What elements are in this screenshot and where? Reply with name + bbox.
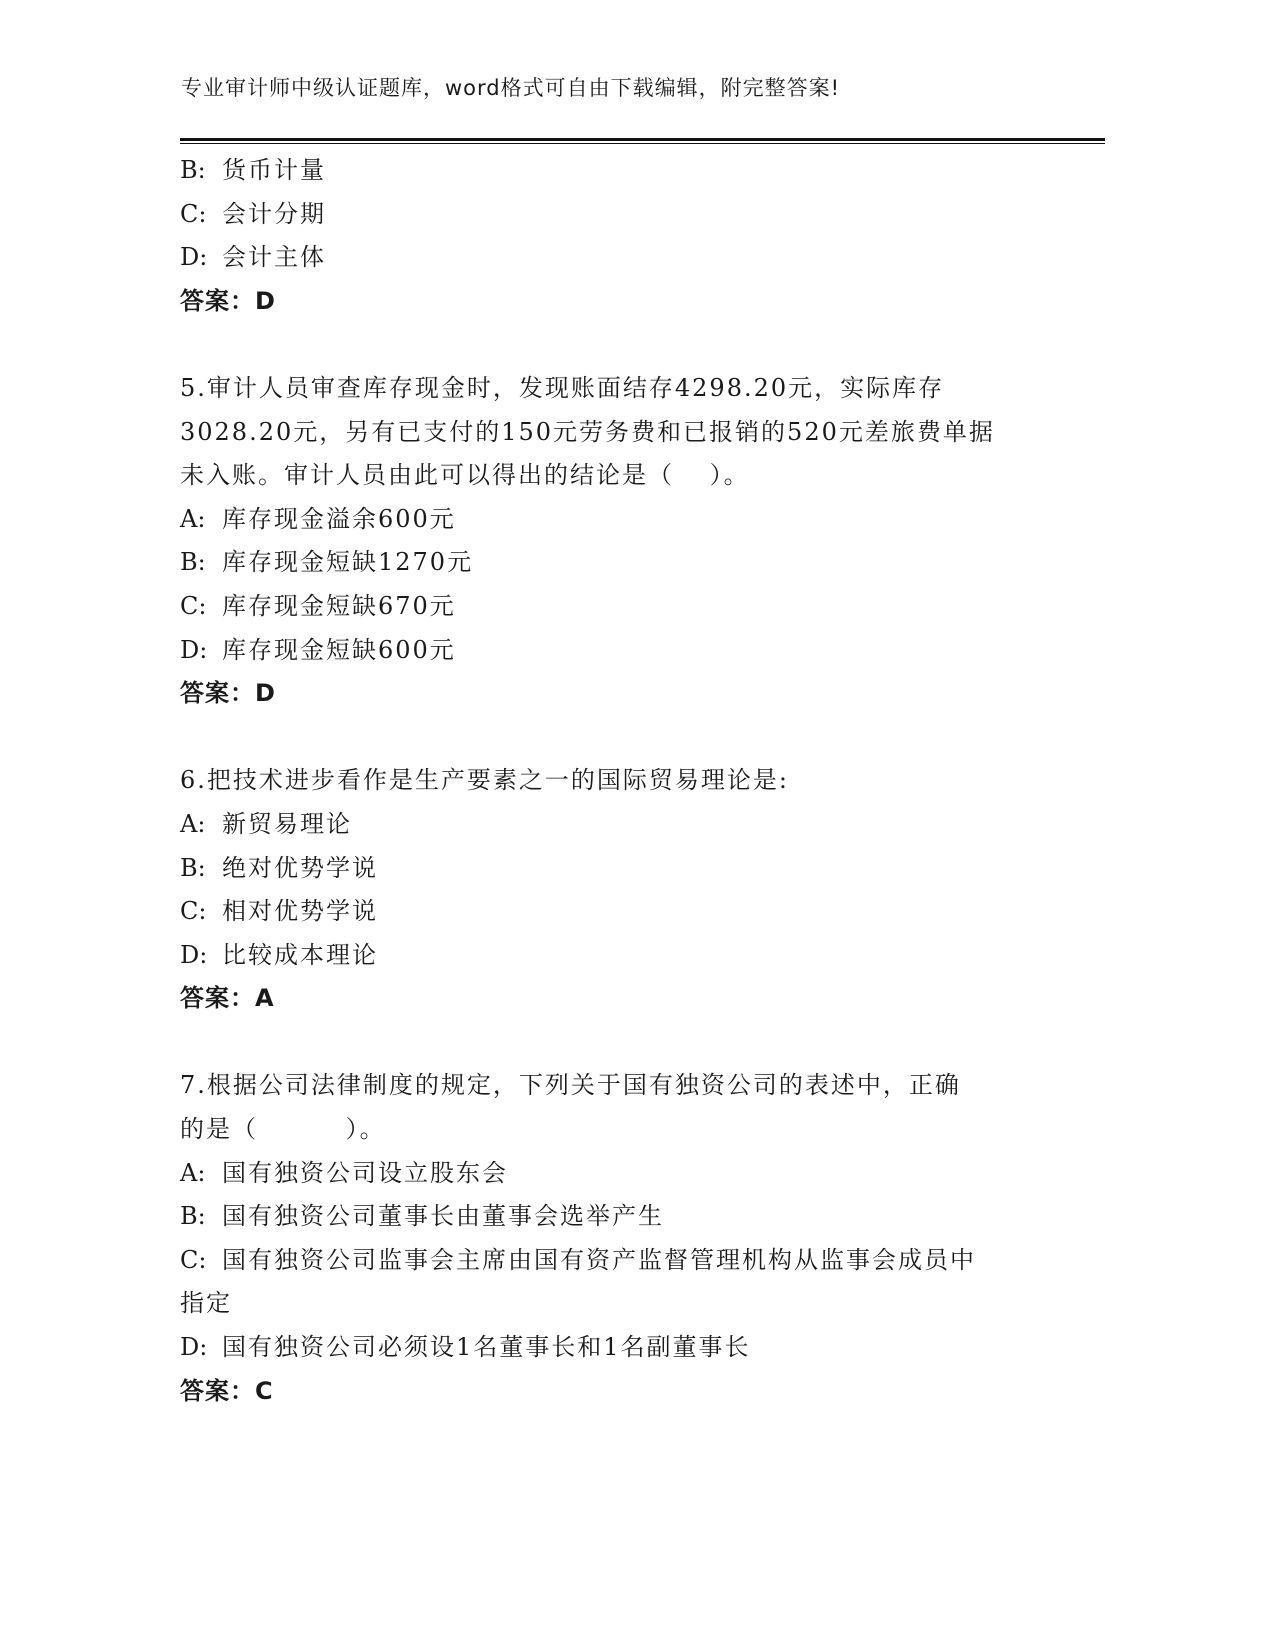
spacer: [180, 1021, 1060, 1065]
option-line: [180, 149, 1060, 193]
option-letter: A:: [180, 504, 206, 533]
question-block-6: [180, 759, 1060, 1021]
option-letter: C:: [180, 897, 207, 926]
question-stem-line: 7.根据公司法律制度的规定，下列关于国有独资公司的表述中，正确: [180, 1071, 961, 1100]
option-letter: B:: [180, 1202, 206, 1231]
question-stem-line: 5.审计人员审查库存现金时，发现账面结存4298.20元，实际库存: [180, 373, 945, 402]
answer-line: 答案：D: [180, 679, 276, 708]
option-letter: B:: [180, 548, 206, 577]
option-text: 国有独资公司监事会主席由国有资产监督管理机构从监事会成员中: [222, 1245, 976, 1274]
header-rule-thick: [180, 138, 1105, 141]
option-text: 新贸易理论: [222, 809, 352, 838]
option-text: 相对优势学说: [222, 897, 378, 926]
option-text: 库存现金短缺670元: [222, 591, 456, 620]
question-stem-line: 未入账。审计人员由此可以得出的结论是（ ）。: [180, 461, 750, 490]
option-letter: D:: [180, 243, 208, 272]
option-line: [180, 1239, 1060, 1283]
option-line: [180, 890, 1060, 934]
option-line: [180, 803, 1060, 847]
option-letter: A:: [180, 1158, 206, 1187]
header-rule-thin: [180, 143, 1105, 144]
question-block-5: [180, 367, 1060, 716]
option-text: 会计分期: [222, 199, 326, 228]
option-line: [180, 1195, 1060, 1239]
option-text: 会计主体: [222, 243, 326, 272]
question-stem-line: 3028.20元，另有已支付的150元劳务费和已报销的520元差旅费单据: [180, 417, 995, 446]
option-line: [180, 498, 1060, 542]
question-stem-line: 的是（ ）。: [180, 1115, 386, 1144]
option-letter: C:: [180, 199, 207, 228]
spacer: [180, 716, 1060, 760]
option-letter: B:: [180, 853, 206, 882]
answer-line: 答案：C: [180, 1376, 274, 1405]
spacer: [180, 323, 1060, 367]
question-block-7: [180, 1064, 1060, 1413]
document-body: [180, 149, 1060, 1413]
option-letter: D:: [180, 1333, 208, 1362]
option-letter: A:: [180, 809, 206, 838]
option-letter: D:: [180, 940, 208, 969]
option-line: [180, 629, 1060, 673]
option-line: [180, 236, 1060, 280]
option-text: 国有独资公司必须设1名董事长和1名副董事长: [222, 1333, 751, 1362]
option-text: 库存现金溢余600元: [222, 504, 456, 533]
option-letter: C:: [180, 1245, 207, 1274]
option-text: 国有独资公司设立股东会: [222, 1158, 508, 1187]
option-line: [180, 934, 1060, 978]
option-line: [180, 541, 1060, 585]
option-letter: D:: [180, 635, 208, 664]
option-letter: C:: [180, 591, 207, 620]
question-block-partial: [180, 149, 1060, 323]
option-letter: B:: [180, 156, 206, 184]
option-text: 货币计量: [222, 156, 326, 184]
option-line: [180, 1152, 1060, 1196]
option-line: [180, 1326, 1060, 1370]
option-text: 国有独资公司董事长由董事会选举产生: [222, 1202, 664, 1231]
option-text: 库存现金短缺1270元: [222, 548, 474, 577]
option-line: [180, 847, 1060, 891]
question-stem-line: 6.把技术进步看作是生产要素之一的国际贸易理论是:: [180, 766, 789, 795]
option-line: [180, 585, 1060, 629]
option-continuation-line: 指定: [180, 1289, 232, 1318]
option-line: [180, 193, 1060, 237]
answer-line: 答案：D: [180, 286, 276, 315]
page-header-title: 专业审计师中级认证题库，word格式可自由下载编辑，附完整答案!: [181, 76, 841, 100]
answer-line: 答案：A: [180, 984, 275, 1013]
option-text: 库存现金短缺600元: [222, 635, 456, 664]
option-text: 比较成本理论: [222, 940, 378, 969]
option-text: 绝对优势学说: [222, 853, 378, 882]
